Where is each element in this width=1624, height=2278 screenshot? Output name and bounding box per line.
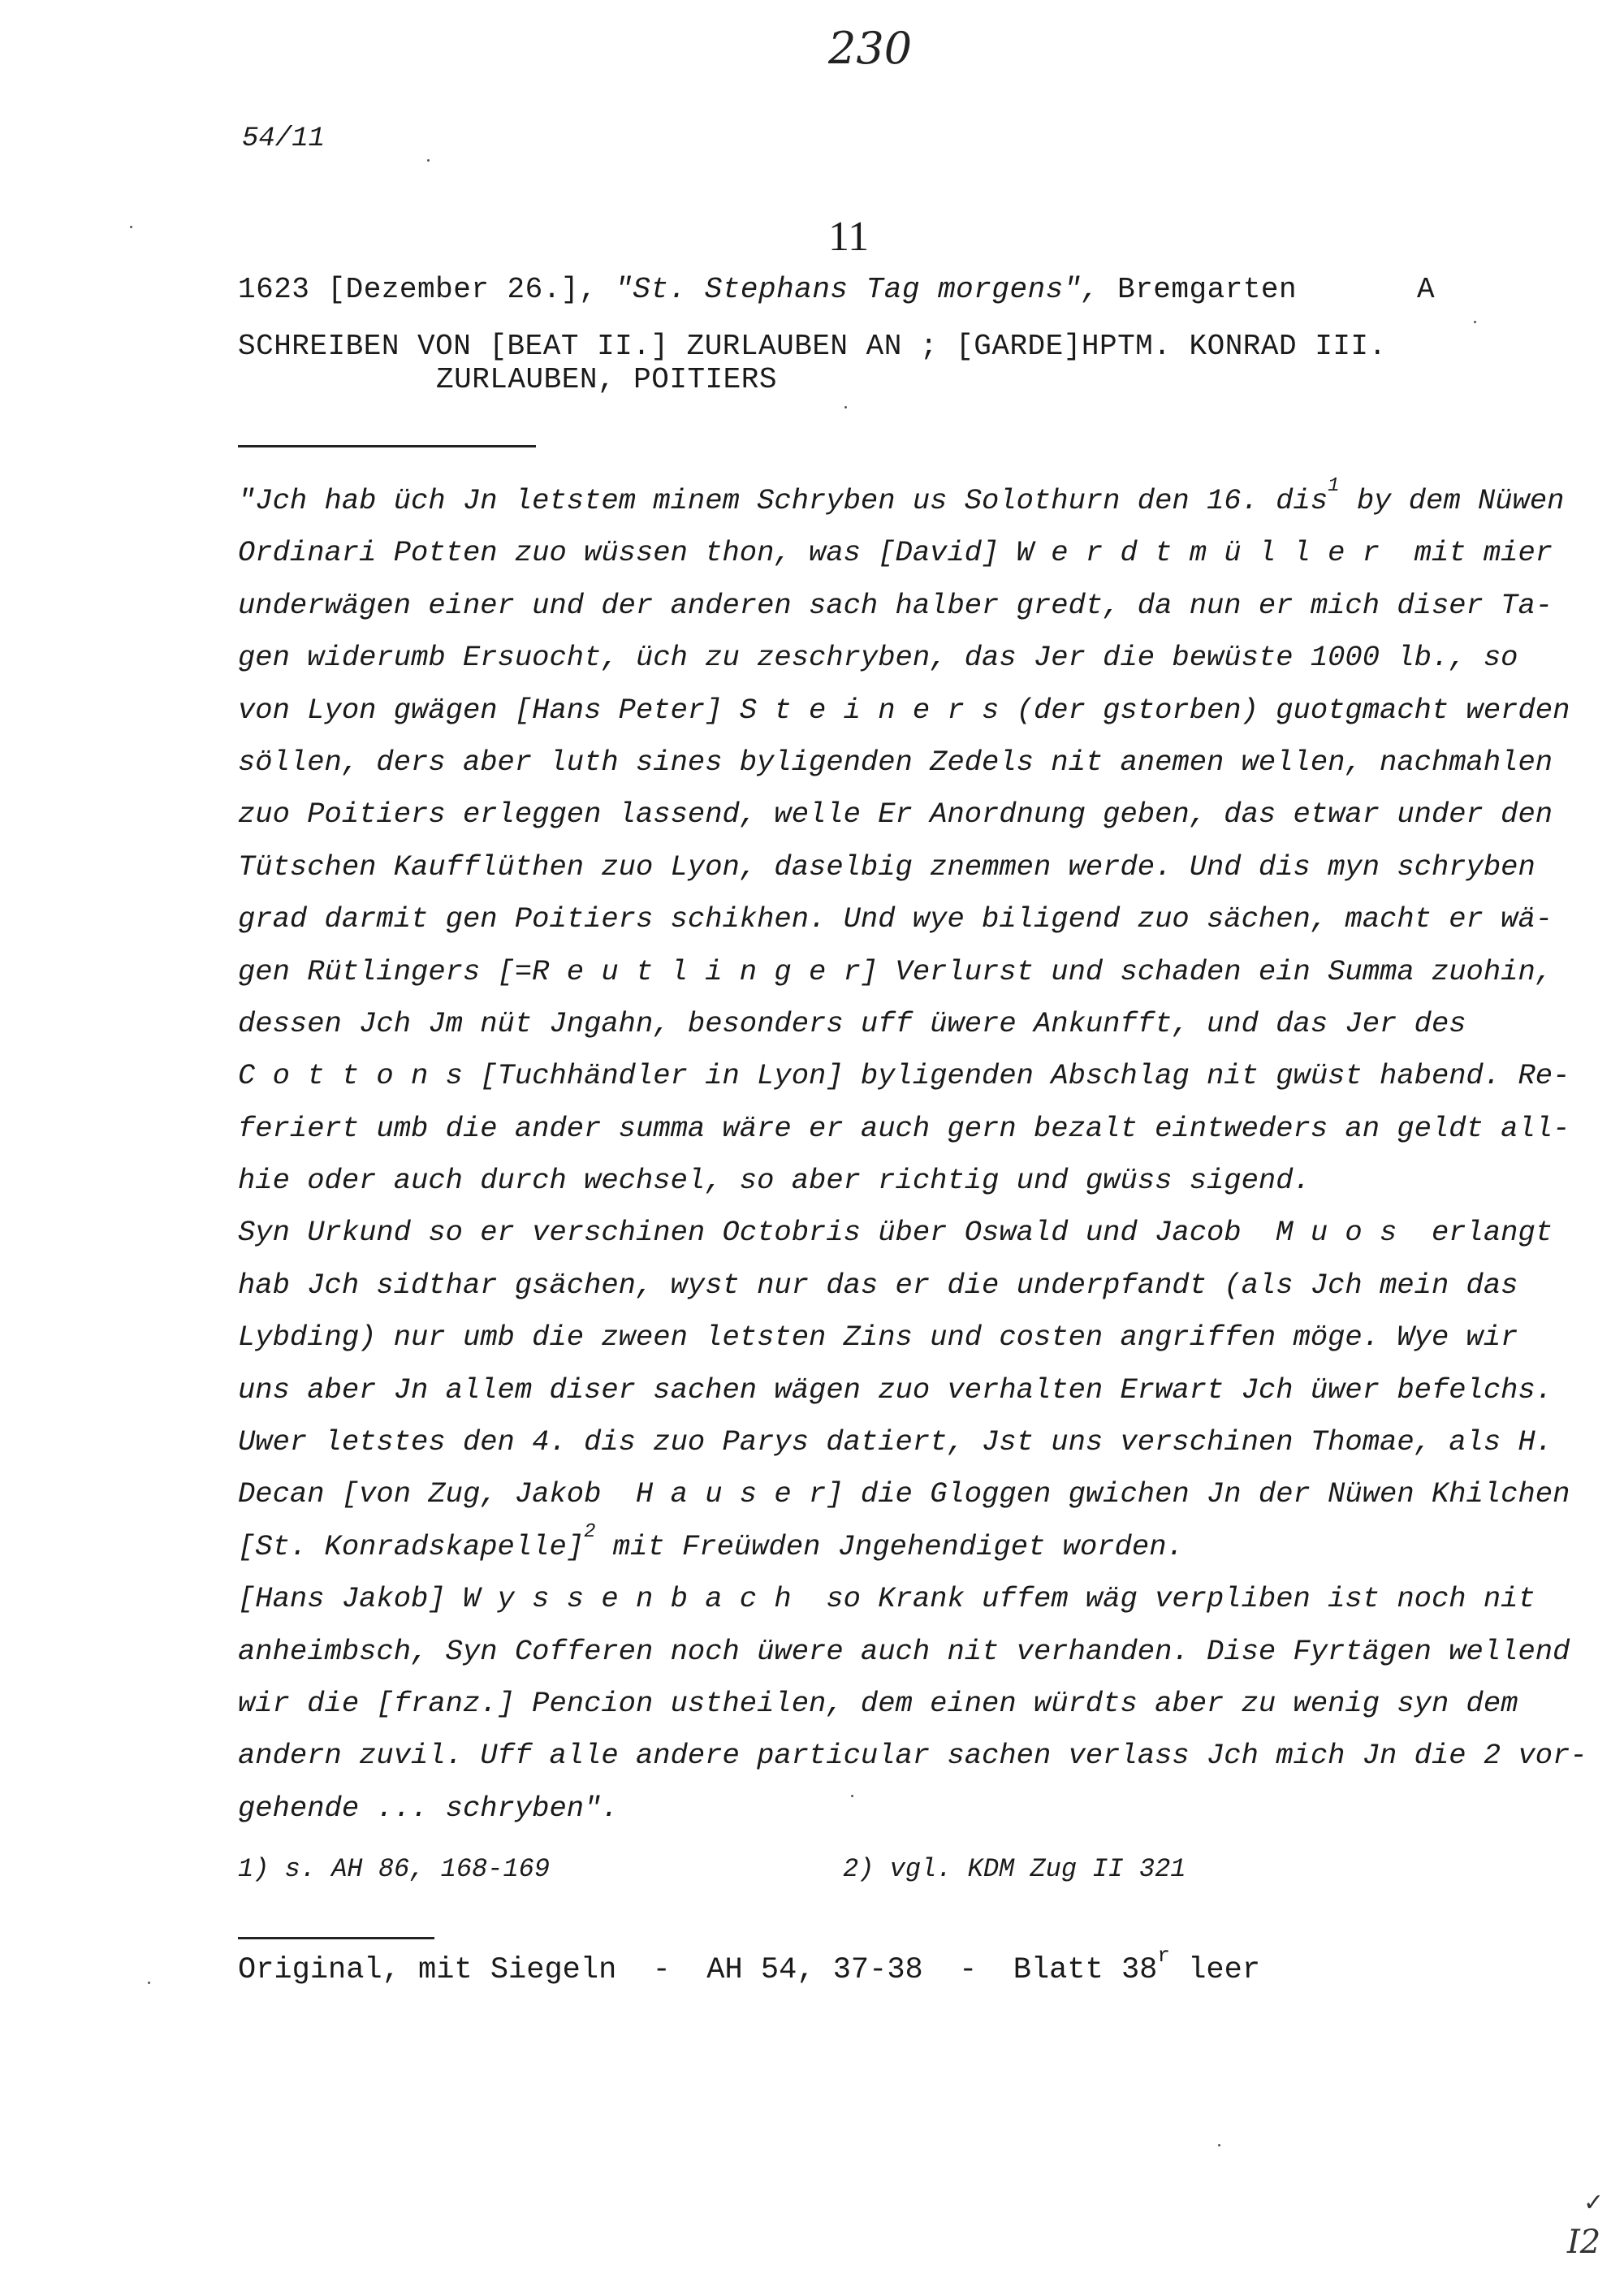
body-line: Uwer letstes den 4. dis zuo Parys datiert, Jst uns verschinen Thomae, als H. [238, 1425, 1553, 1459]
body-line: andern zuvil. Uff alle andere particular sachen verlass Jch mich Jn die 2 vor- [238, 1739, 1587, 1773]
body-line: zuo Poitiers erleggen lassend, welle Er Anordnung geben, das etwar under den [238, 798, 1553, 832]
body-line: gen Rütlingers [=R e u t l i n g e r] Verlurst und schaden ein Summa zuohin, [238, 954, 1553, 988]
body-line: hab Jch sidthar gsächen, wyst nur das er die underpfandt (als Jch mein das [238, 1268, 1518, 1302]
divider-bottom [238, 1937, 434, 1939]
body-line: gehende ... schryben". [238, 1791, 619, 1825]
document-number: 11 [828, 214, 870, 260]
body-line: "Jch hab üch Jn letstem minem Schryben us Solothurn den 16. dis$^1$ by dem Nüwen [238, 475, 1565, 517]
page-number: 230 [828, 23, 913, 74]
scan-speck [148, 1982, 150, 1984]
folder-code: 54/11 [242, 123, 326, 154]
body-line: Syn Urkund so er verschinen Octobris über Oswald und Jacob M u o s erlangt [238, 1216, 1553, 1250]
footnote-ref: 1 [1328, 475, 1340, 497]
header-title-line1: SCHREIBEN VON [BEAT II.] ZURLAUBEN AN ; [GARDE]HPTM. KONRAD III. [238, 330, 1387, 363]
body-line: hie oder auch durch wechsel, so aber richtig und gwüss sigend. [238, 1164, 1311, 1198]
header-place: Bremgarten [1117, 273, 1298, 306]
scan-speck [130, 226, 132, 228]
corner-mark: I2 [1567, 2224, 1601, 2261]
body-line: underwägen einer und der anderen sach halber gredt, da nun er mich diser Ta- [238, 588, 1553, 622]
scan-speck [1474, 321, 1476, 323]
body-line: [Hans Jakob] W y s s e n b a c h so Krank uffem wäg verpliben ist noch nit [238, 1582, 1535, 1616]
archive-letter: A [1417, 273, 1435, 306]
check-icon: ✓ [1583, 2189, 1605, 2217]
header-date: 1623 [Dezember 26.], [238, 273, 598, 306]
body-line: dessen Jch Jm nüt Jngahn, besonders uff üwere Ankunfft, und das Jer des [238, 1006, 1466, 1040]
body-line: anheimbsch, Syn Cofferen noch üwere auch nit verhanden. Dise Fyrtägen wellend [238, 1634, 1570, 1668]
body-line: C o t t o n s [Tuchhändler in Lyon] byligenden Abschlag nit gwüst habend. Re- [238, 1059, 1570, 1093]
source-note: Original, mit Siegeln - AH 54, 37-38 - Blatt 38$^r$ leer [238, 1943, 1261, 1987]
body-line: uns aber Jn allem diser sachen wägen zuo verhalten Erwart Jch üwer befelchs. [238, 1372, 1553, 1407]
body-line: wir die [franz.] Pencion ustheilen, dem einen würdts aber zu wenig syn dem [238, 1686, 1518, 1720]
scan-speck [1218, 2144, 1220, 2146]
body-line: [St. Konradskapelle]$^2$ mit Freüwden Jngehendiget worden. [238, 1520, 1184, 1563]
header-date-quote: "St. Stephans Tag morgens", [615, 273, 1099, 306]
body-line: feriert umb die ander summa wäre er auch gern bezalt eintweders an geldt all- [238, 1111, 1570, 1145]
body-line: söllen, ders aber luth sines byligenden Zedels nit anemen wellen, nachmahlen [238, 745, 1553, 779]
header-date-line [238, 273, 1297, 306]
body-line: gen widerumb Ersuocht, üch zu zeschryben, das Jer die bewüste 1000 lb., so [238, 641, 1518, 675]
footnote-ref: 2 [584, 1520, 596, 1543]
header-title-line2: ZURLAUBEN, POITIERS [436, 363, 777, 396]
footnote-1: 1) s. AH 86, 168-169 [238, 1854, 551, 1884]
scan-speck [851, 1795, 853, 1797]
body-line: Lybding) nur umb die zween letsten Zins und costen angriffen möge. Wye wir [238, 1321, 1518, 1355]
body-line: grad darmit gen Poitiers schikhen. Und wye biligend zuo sächen, macht er wä- [238, 902, 1553, 936]
scan-speck [844, 406, 847, 408]
recto-mark: r [1157, 1943, 1170, 1968]
letter-body [238, 475, 1587, 1835]
body-line: Ordinari Potten zuo wüssen thon, was [David] W e r d t m ü l l e r mit mier [238, 536, 1553, 570]
body-line: Tütschen Kaufflüthen zuo Lyon, daselbig znemmen werde. Und dis myn schryben [238, 849, 1535, 884]
divider-top [238, 445, 536, 447]
body-line: Decan [von Zug, Jakob H a u s e r] die Gloggen gwichen Jn der Nüwen Khilchen [238, 1477, 1570, 1511]
scan-speck [427, 159, 430, 162]
body-line: von Lyon gwägen [Hans Peter] S t e i n e r s (der gstorben) guotgmacht werden [238, 693, 1570, 727]
footnote-2: 2) vgl. KDM Zug II 321 [843, 1854, 1186, 1884]
